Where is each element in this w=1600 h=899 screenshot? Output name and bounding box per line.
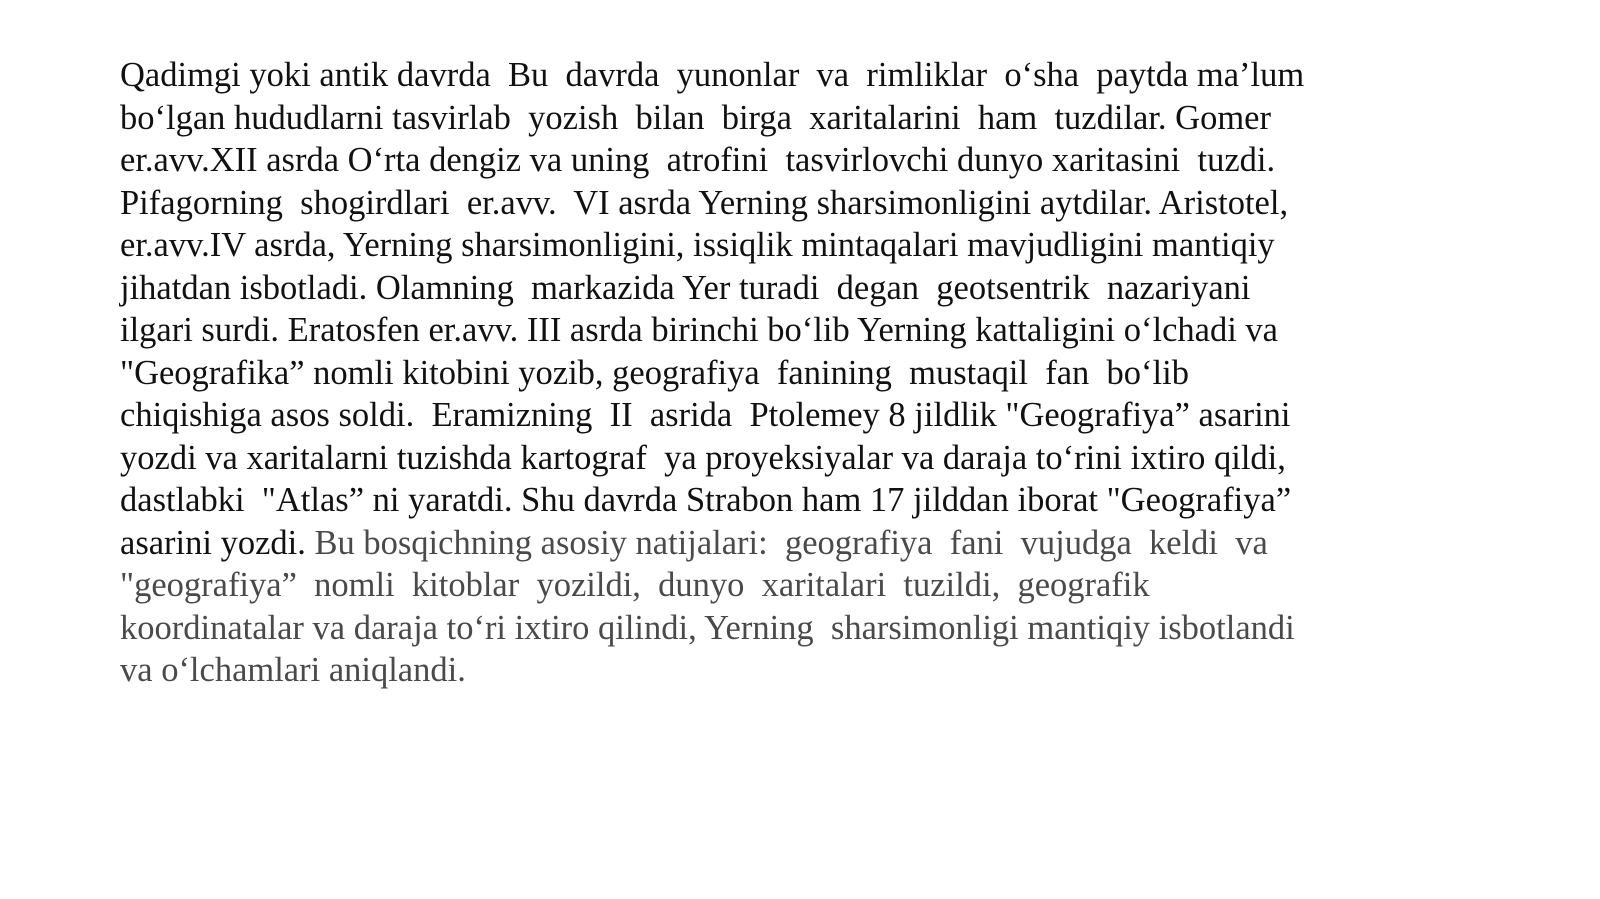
text-line — [120, 97, 1500, 140]
text-line — [120, 564, 1500, 607]
text-line — [120, 139, 1500, 182]
text-span: jihatdan isbotladi. Olamning markazida Yer turadi degan geotsentrik nazariyani — [120, 268, 1251, 307]
text-line — [120, 437, 1500, 480]
text-line — [120, 224, 1500, 267]
text-span: Qadimgi yoki antik davrda Bu davrda yunonlar va rimliklar o‘sha paytda ma’lum — [120, 56, 1305, 94]
text-span: bo‘lgan hududlarni tasvirlab yozish bilan birga xaritalarini ham tuzdilar. Gomer — [120, 98, 1271, 137]
text-span: ilgari surdi. Eratosfen er.avv. III asrda birinchi bo‘lib Yerning kattaligini o‘lchadi va — [120, 311, 1278, 349]
summary-span: "geografiya” nomli kitoblar yozildi, dunyo xaritalari tuzildi, geografik — [120, 566, 1150, 604]
text-span: Pifagorning shogirdlari er.avv. VI asrda Yerning sharsimonligini aytdilar. Aristotel, — [120, 183, 1289, 222]
summary-span: Bu bosqichning asosiy natijalari: geografiya fani vujudga keldi va — [314, 523, 1268, 562]
text-line — [120, 649, 1500, 692]
text-span: "Geografika” nomli kitobini yozib, geografiya fanining mustaqil fan bo‘lib — [120, 353, 1189, 392]
text-line — [120, 522, 1500, 565]
text-line — [120, 182, 1500, 225]
text-line — [120, 394, 1500, 437]
text-line — [120, 54, 1500, 97]
text-line — [120, 607, 1500, 650]
summary-span: koordinatalar va daraja to‘ri ixtiro qilindi, Yerning sharsimonligi mantiqiy isbotlandi — [120, 608, 1295, 647]
history-paragraph — [120, 54, 1500, 692]
text-span: asarini yozdi. — [120, 523, 315, 562]
text-line — [120, 309, 1500, 352]
text-span: dastlabki "Atlas” ni yaratdi. Shu davrda Strabon ham 17 jilddan iborat "Geografiya” — [120, 481, 1292, 519]
text-line — [120, 352, 1500, 395]
text-span: yozdi va xaritalarni tuzishda kartograf ya proyeksiyalar va daraja to‘rini ixtiro qildi, — [120, 438, 1286, 477]
text-line — [120, 479, 1500, 522]
text-span: er.avv.IV asrda, Yerning sharsimonligini, issiqlik mintaqalari mavjudligini mantiqiy — [120, 226, 1275, 264]
text-span: er.avv.XII asrda O‘rta dengiz va uning atrofini tasvirlovchi dunyo xaritasini tuzdi. — [120, 141, 1276, 179]
text-span: chiqishiga asos soldi. Eramizning II asrida Ptolemey 8 jildlik "Geografiya” asarini — [120, 396, 1291, 434]
summary-span: va o‘lchamlari aniqlandi. — [120, 651, 466, 689]
text-line — [120, 267, 1500, 310]
